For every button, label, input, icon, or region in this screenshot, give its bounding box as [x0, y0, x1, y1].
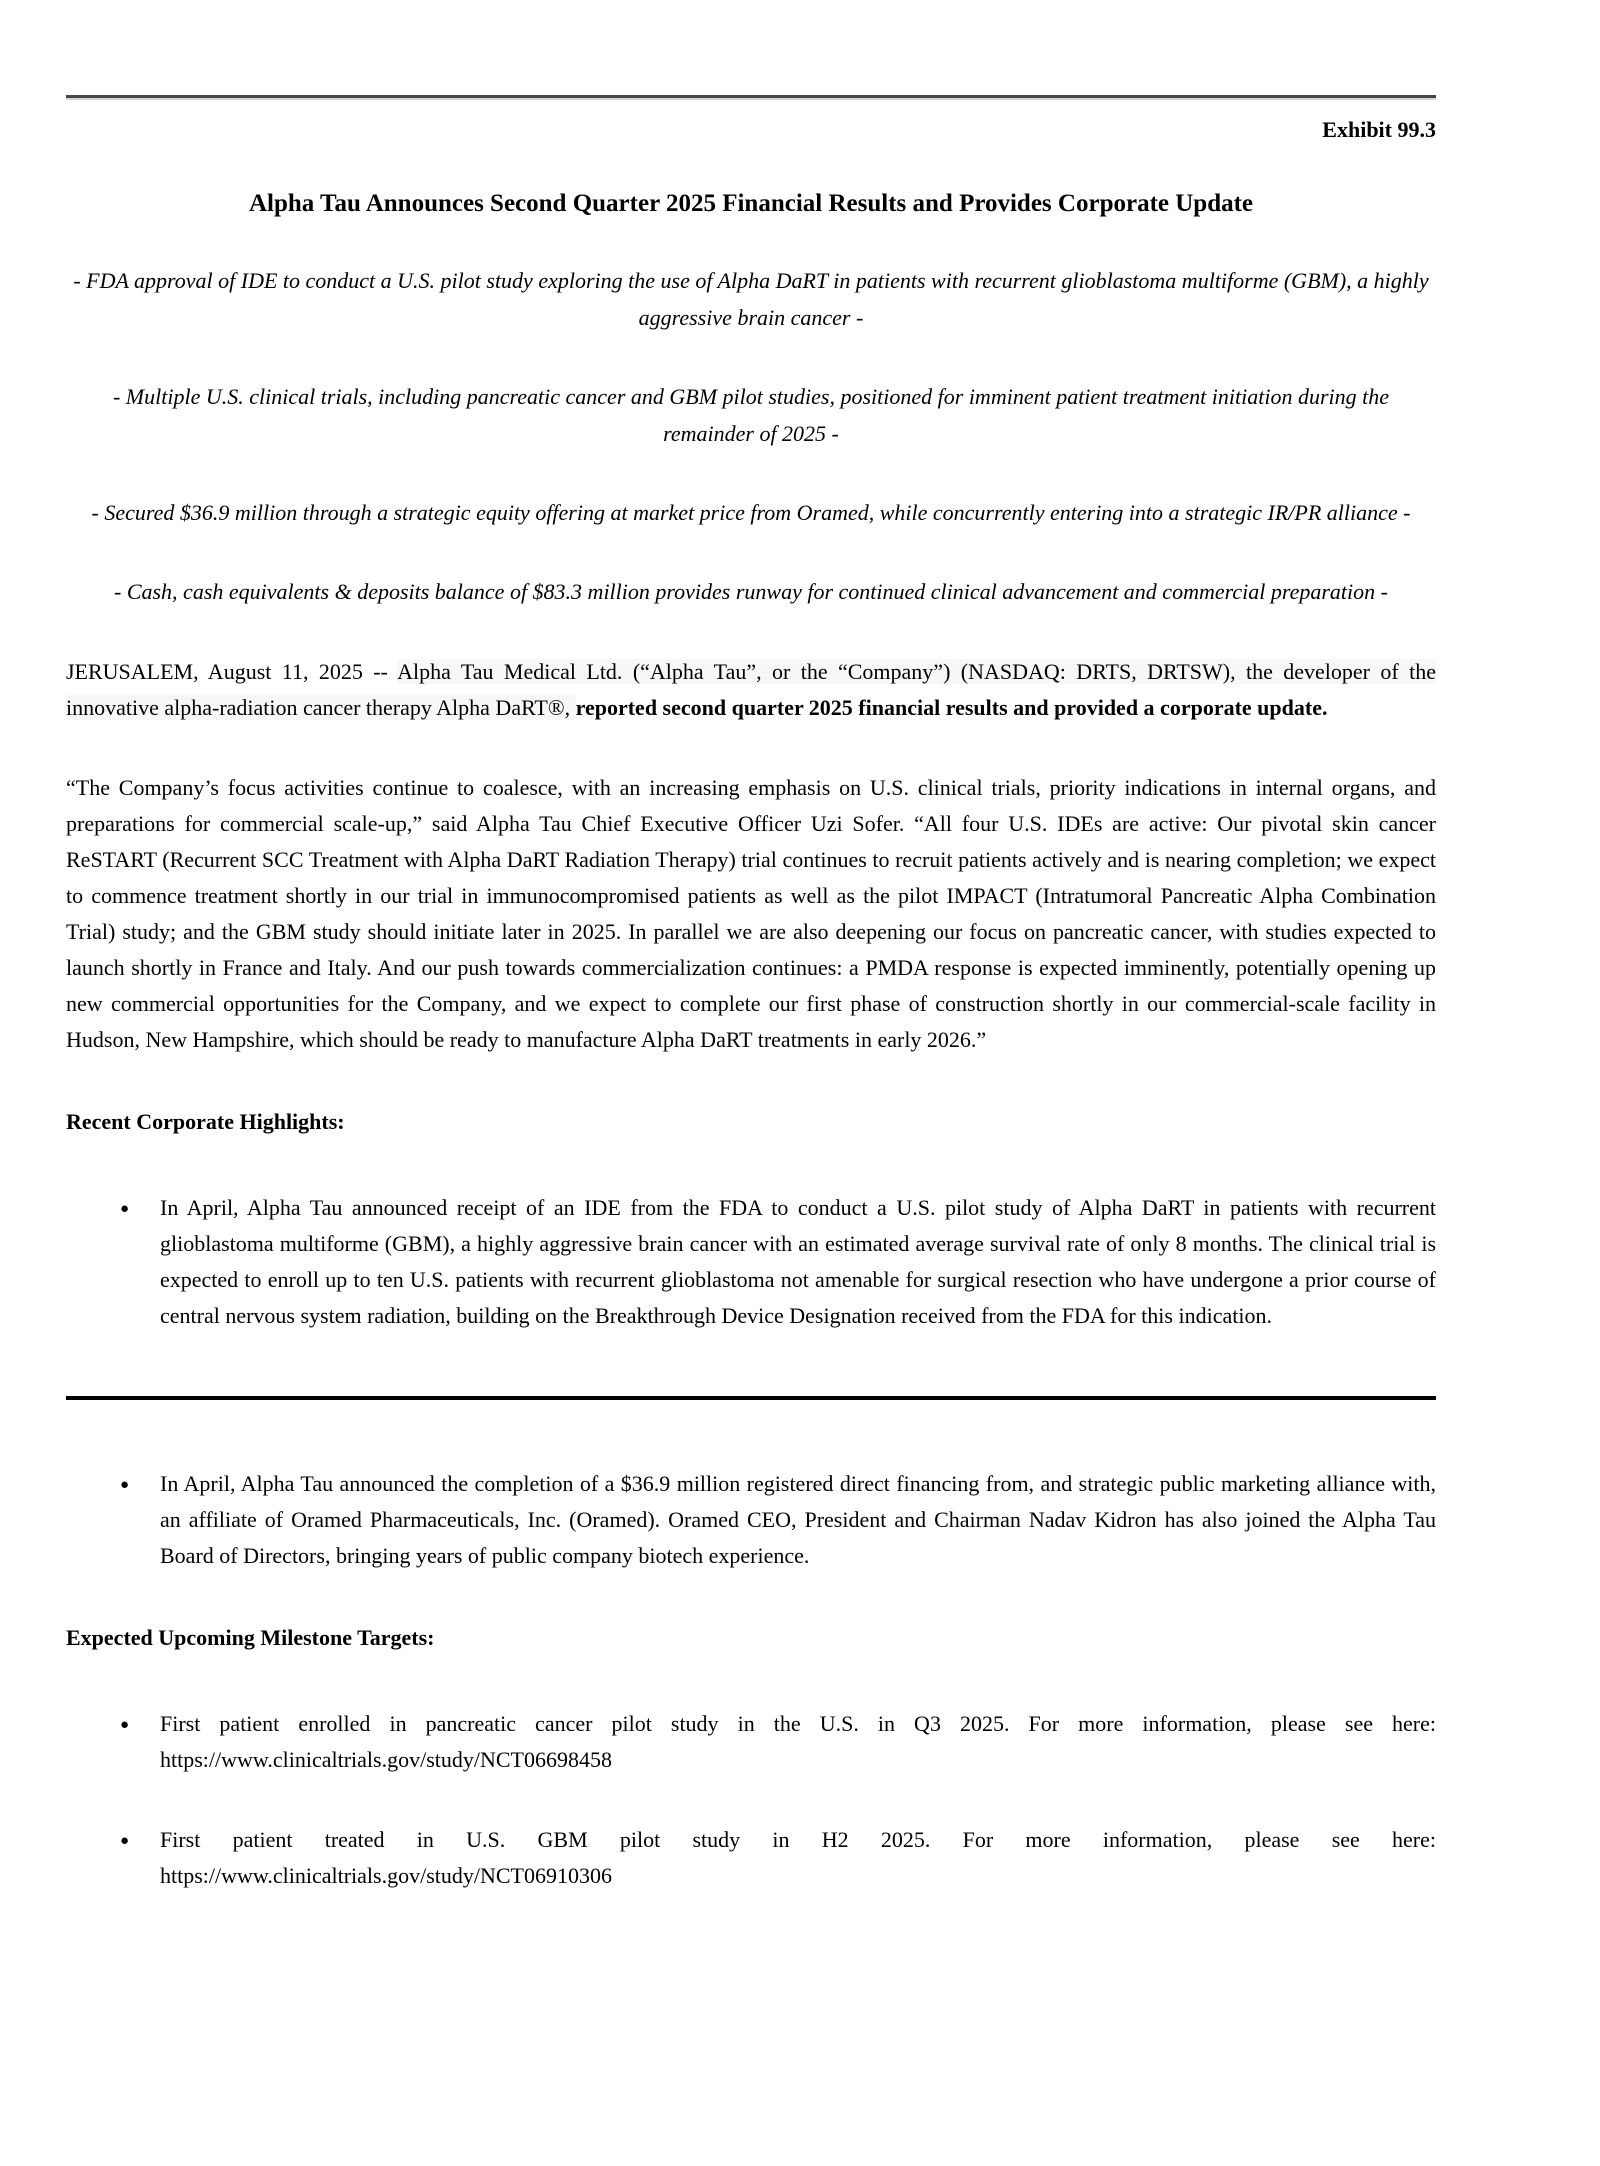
intro-company-description: Alpha Tau Medical Ltd. (“Alpha Tau”, or the “Company”) (NASDAQ: DRTS, DRTSW), the developer of the innovative alpha-radiation cancer therapy Alpha DaRT®,	[66, 659, 1437, 720]
subheadline-cash-balance: - Cash, cash equivalents & deposits balance of $83.3 million provides runway for continued clinical advancement and commercial preparation -	[114, 579, 1388, 604]
milestones-heading: Expected Upcoming Milestone Targets:	[66, 1625, 435, 1650]
bullet-icon: ●	[120, 1201, 130, 1217]
top-rule	[66, 95, 1436, 100]
bullet-icon: ●	[120, 1833, 130, 1849]
subheadline-clinical-trials: - Multiple U.S. clinical trials, including pancreatic cancer and GBM pilot studies, positioned for imminent patient treatment initiation during the remainder of 2025 -	[112, 384, 1390, 446]
subheadline-equity-offering: - Secured $36.9 million through a strategic equity offering at market price from Oramed, while concurrently entering into a strategic IR/PR alliance -	[91, 500, 1411, 525]
milestone-bullet-gbm	[66, 1822, 1436, 1894]
bullet-icon: ●	[120, 1477, 130, 1493]
intro-bold-statement: reported second quarter 2025 financial results and provided a corporate update.	[575, 695, 1328, 720]
document-title: Alpha Tau Announces Second Quarter 2025 Financial Results and Provides Corporate Update	[248, 190, 1254, 217]
intro-paragraph	[66, 654, 1436, 726]
bullet-icon: ●	[120, 1717, 130, 1733]
milestone-bullet-pancreatic	[66, 1706, 1436, 1778]
exhibit-label: Exhibit 99.3	[1322, 117, 1436, 142]
page-divider	[66, 1396, 1436, 1400]
clinicaltrials-link-gbm[interactable]: https://www.clinicaltrials.gov/study/NCT06910306	[160, 1863, 612, 1888]
highlights-list-continued	[66, 1466, 1436, 1574]
subheadline-fda-approval: - FDA approval of IDE to conduct a U.S. pilot study exploring the use of Alpha DaRT in patients with recurrent glioblastoma multiforme (GBM), a highly aggressive brain cancer -	[73, 268, 1429, 330]
intro-dateline: JERUSALEM, August 11, 2025 --	[66, 659, 398, 684]
highlight-bullet-text: In April, Alpha Tau announced receipt of an IDE from the FDA to conduct a U.S. pilot study of Alpha DaRT in patients with recurrent glioblastoma multiforme (GBM), a highly aggressive brain cancer with an estimated average survival rate of only 8 months. The clinical trial is expected to enroll up to ten U.S. patients with recurrent glioblastoma not amenable for surgical resection who have undergone a prior course of central nervous system radiation, building on the Breakthrough Device Designation received from the FDA for this indication.	[160, 1195, 1436, 1328]
highlights-list	[66, 1190, 1436, 1334]
highlight-bullet-oramed-financing	[66, 1466, 1436, 1574]
highlights-heading: Recent Corporate Highlights:	[66, 1109, 345, 1134]
clinicaltrials-link-pancreatic[interactable]: https://www.clinicaltrials.gov/study/NCT06698458	[160, 1747, 612, 1772]
document-page	[0, 95, 1600, 2166]
highlight-bullet-gbm-ide	[66, 1190, 1436, 1334]
milestone-bullet-text: First patient treated in U.S. GBM pilot study in H2 2025. For more information, please see here:	[160, 1827, 1436, 1852]
highlight-bullet-text: In April, Alpha Tau announced the completion of a $36.9 million registered direct financing from, and strategic public marketing alliance with, an affiliate of Oramed Pharmaceuticals, Inc. (Oramed). Oramed CEO, President and Chairman Nadav Kidron has also joined the Alpha Tau Board of Directors, bringing years of public company biotech experience.	[160, 1471, 1436, 1568]
milestone-bullet-text: First patient enrolled in pancreatic cancer pilot study in the U.S. in Q3 2025. For more information, please see here:	[160, 1711, 1436, 1736]
ceo-quote-paragraph: “The Company’s focus activities continue to coalesce, with an increasing emphasis on U.S. clinical trials, priority indications in internal organs, and preparations for commercial scale-up,” said Alpha Tau Chief Executive Officer Uzi Sofer. “All four U.S. IDEs are active: Our pivotal skin cancer ReSTART (Recurrent SCC Treatment with Alpha DaRT Radiation Therapy) trial continues to recruit patients actively and is nearing completion; we expect to commence treatment shortly in our trial in immunocompromised patients as well as the pilot IMPACT (Intratumoral Pancreatic Alpha Combination Trial) study; and the GBM study should initiate later in 2025. In parallel we are also deepening our focus on pancreatic cancer, with studies expected to launch shortly in France and Italy. And our push towards commercialization continues: a PMDA response is expected imminently, potentially opening up new commercial opportunities for the Company, and we expect to complete our first phase of construction shortly in our commercial-scale facility in Hudson, New Hampshire, which should be ready to manufacture Alpha DaRT treatments in early 2026.”	[66, 775, 1436, 1052]
milestones-list	[66, 1706, 1436, 1894]
